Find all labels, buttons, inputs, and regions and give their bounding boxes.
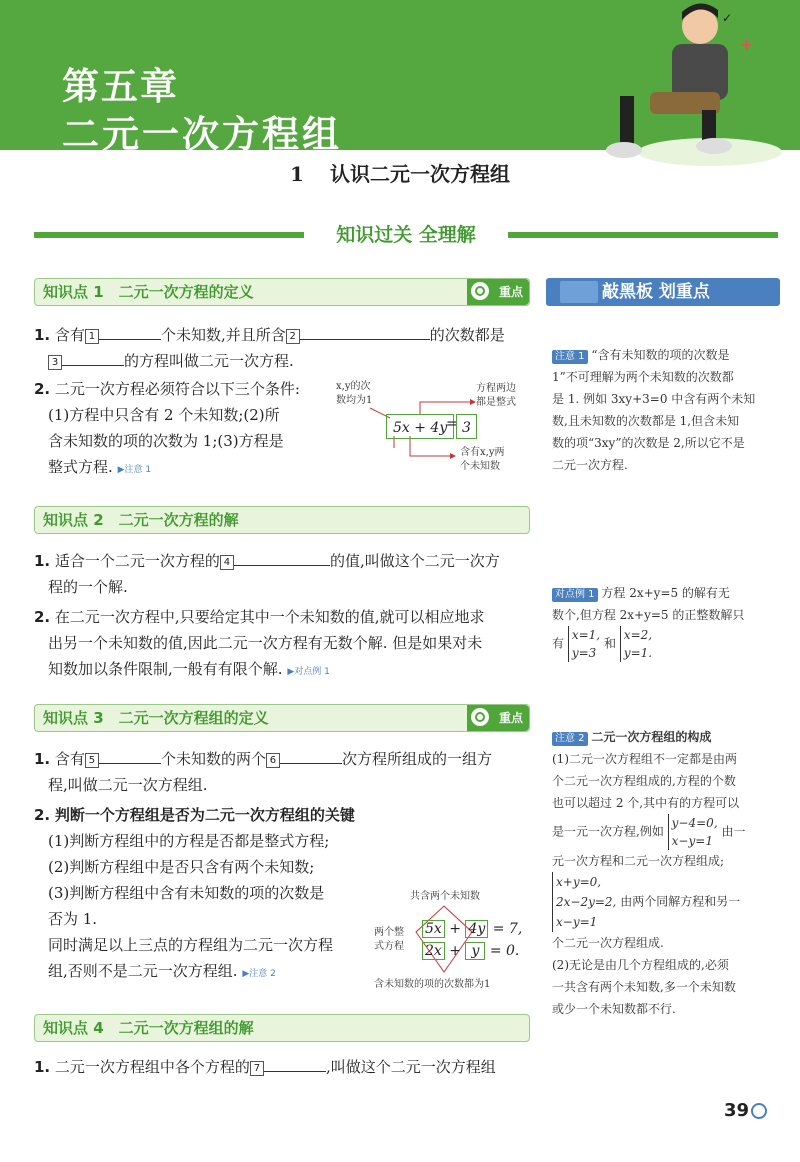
text: (2)无论是由几个方程组成的,必须 xyxy=(552,958,729,972)
text: 适合一个二元一次方程的 xyxy=(54,552,220,570)
text: (1)方程中只含有 2 个未知数;(2)所 xyxy=(48,406,280,424)
text: 1”不可理解为两个未知数的次数都 xyxy=(552,370,734,384)
text: 个未知数,并且所含 xyxy=(160,326,286,344)
kp2-item-2 xyxy=(34,604,534,685)
item-number: 2. xyxy=(34,806,51,824)
item-title: 判断一个方程组是否为二元一次方程组的关键 xyxy=(54,806,355,824)
text: 也可以超过 2 个,其中有的方程可以 xyxy=(552,796,740,810)
note-two-unknowns xyxy=(460,446,504,474)
note-reference-link[interactable]: ▶注意 2 xyxy=(242,969,276,979)
note-two-equations-line2: 式方程 xyxy=(374,941,404,952)
target-icon xyxy=(471,708,489,726)
blank-number-box: 1 xyxy=(85,329,99,344)
kp4-label: 知识点 4 二元一次方程组的解 xyxy=(43,1019,254,1037)
kp2-label: 知识点 2 二元一次方程的解 xyxy=(43,511,239,529)
kp3-item-2 xyxy=(34,802,374,987)
text: 次方程所组成的一组方 xyxy=(341,750,492,768)
answer-blank-1[interactable] xyxy=(99,323,161,340)
key-badge xyxy=(467,705,529,731)
equation: x+y=0, xyxy=(556,875,602,889)
note-degree xyxy=(336,380,372,408)
kp1-item-1 xyxy=(34,322,530,374)
lesson-title xyxy=(0,158,800,187)
term: 5x xyxy=(422,920,445,938)
student-illustration xyxy=(590,0,790,175)
blank-number-box: 5 xyxy=(85,753,99,768)
item-number: 2. xyxy=(34,380,51,398)
chapter-title: 二元一次方程组 xyxy=(62,113,342,156)
knowledge-point-3-header xyxy=(34,704,530,732)
blackboard-icon xyxy=(560,281,598,303)
text: 由两个同解方程和另一 xyxy=(620,894,741,909)
equation: y=1. xyxy=(623,646,653,660)
svg-text:✓: ✓ xyxy=(722,11,733,25)
text: 二元一次方程组中各个方程的 xyxy=(54,1058,250,1076)
answer-blank-6[interactable] xyxy=(280,747,342,764)
lesson-title-text: 认识二元一次方程组 xyxy=(329,162,510,186)
kp3-label: 知识点 3 二元一次方程组的定义 xyxy=(43,709,269,727)
equation: x=1, xyxy=(571,628,601,642)
text: 一共含有两个未知数,多一个未知数 xyxy=(552,980,736,994)
note-1 xyxy=(552,344,778,476)
term: 4y xyxy=(465,920,488,938)
answer-blank-2[interactable] xyxy=(300,323,430,340)
kp2-item-1 xyxy=(34,548,534,600)
text: (1)判断方程组中的方程是否都是整式方程; xyxy=(48,832,330,850)
blank-number-box: 3 xyxy=(48,355,62,370)
note-polynomial-line1: 方程两边 xyxy=(476,383,516,394)
equation-rhs-box xyxy=(456,414,477,439)
text: 的值,叫做这个二元一次方 xyxy=(329,552,500,570)
equation: x=2, xyxy=(623,628,653,642)
section-heading-text: 知识过关 全理解 xyxy=(336,224,476,246)
blank-number-box: 6 xyxy=(266,753,280,768)
lesson-number: 1 xyxy=(290,162,304,186)
text: 方程 2x+y=5 的解有无 xyxy=(601,586,730,600)
text: 整式方程. xyxy=(48,458,113,476)
text: 由一 xyxy=(721,824,746,839)
text: 的方程叫做二元一次方程. xyxy=(124,352,294,370)
item-number: 1. xyxy=(34,1058,51,1076)
note-two-equations-line1: 两个整 xyxy=(374,927,404,938)
equation-equals: = xyxy=(446,416,458,432)
note-chip: 注意 1 xyxy=(552,350,588,364)
equation: x−y=1 xyxy=(671,834,713,848)
knowledge-point-1-header xyxy=(34,278,530,306)
example-1 xyxy=(552,582,778,662)
answer-blank-7[interactable] xyxy=(264,1055,326,1072)
answer-blank-3[interactable] xyxy=(62,349,124,366)
text: 含有 xyxy=(54,326,85,344)
term: y xyxy=(465,942,485,960)
equation-rhs: = 7, xyxy=(492,921,523,937)
equation: 2x−2y=2, xyxy=(556,895,617,909)
operator: + xyxy=(449,943,461,959)
text: 含有 xyxy=(54,750,85,768)
example-chip: 对点例 1 xyxy=(552,588,598,602)
note-degree-line1: x,y的次 xyxy=(336,381,371,392)
note-2 xyxy=(552,726,780,1020)
term: 2x xyxy=(422,942,445,960)
text: 或少一个未知数都不行. xyxy=(552,1002,676,1016)
text: 同时满足以上三点的方程组为二元一次方程 xyxy=(48,936,334,954)
example-system-a xyxy=(668,814,718,850)
equation-rhs: = 0. xyxy=(489,943,520,959)
text: 是 1. 例如 3xy+3=0 中含有两个未知 xyxy=(552,392,756,406)
note-degree-one: 含未知数的项的次数都为1 xyxy=(374,979,491,990)
kp1-label: 知识点 1 二元一次方程的定义 xyxy=(43,283,254,301)
key-badge-text: 重点 xyxy=(498,711,523,725)
text: 知数加以条件限制,一般有有限个解. xyxy=(48,660,283,678)
blank-number-box: 7 xyxy=(250,1061,264,1076)
text: 二元一次方程必须符合以下三个条件: xyxy=(54,380,300,398)
kp1-item-2 xyxy=(34,376,354,483)
note-two-equations xyxy=(374,926,404,954)
text: 组,否则不是二元一次方程组. xyxy=(48,962,238,980)
note-degree-line2: 数均为1 xyxy=(336,395,373,406)
text: 个二元一次方程组成. xyxy=(552,936,664,950)
side-board-header xyxy=(546,278,780,306)
equation: y−4=0, xyxy=(671,816,718,830)
note-two-unknowns-line1: 含有x,y两 xyxy=(460,447,505,458)
text: “含有未知数的项的次数是 xyxy=(591,348,730,362)
solution-system-1 xyxy=(568,626,600,662)
solution-system-2 xyxy=(620,626,652,662)
text: 是一元一次方程,例如 xyxy=(552,824,664,839)
page-number xyxy=(724,1100,767,1121)
note-polynomial-line2: 都是整式 xyxy=(476,397,516,408)
example-reference-link[interactable]: ▶对点例 1 xyxy=(287,667,330,677)
note-reference-link[interactable]: ▶注意 1 xyxy=(117,465,152,475)
key-badge-text: 重点 xyxy=(498,285,523,299)
text: (3)判断方程组中含有未知数的项的次数是 xyxy=(48,884,325,902)
text: ,叫做这个二元一次方程组 xyxy=(325,1058,496,1076)
text: 含未知数的项的次数为 1;(3)方程是 xyxy=(48,432,284,450)
answer-blank-4[interactable] xyxy=(234,549,330,566)
kp3-item-1 xyxy=(34,746,534,798)
knowledge-point-4-header xyxy=(34,1014,530,1042)
equation-left: 5x + 4y xyxy=(393,420,448,436)
key-badge xyxy=(467,279,529,305)
text: 个二元一次方程组成的,方程的个数 xyxy=(552,774,736,788)
text: 个未知数的两个 xyxy=(160,750,266,768)
operator: + xyxy=(449,921,461,937)
side-board-title: 敲黑板 划重点 xyxy=(602,282,710,302)
example-system-b xyxy=(552,872,616,932)
blank-number-box: 4 xyxy=(220,555,234,570)
equation: y=3 xyxy=(571,646,597,660)
text: 的次数都是 xyxy=(429,326,505,344)
text: 二元一次方程. xyxy=(552,458,628,472)
kp3-diagram xyxy=(370,888,530,996)
text: 元一次方程和二元一次方程组成; xyxy=(552,854,725,868)
note-polynomial xyxy=(476,382,516,410)
kp4-item-1 xyxy=(34,1054,534,1080)
text: 在二元一次方程中,只要给定其中一个未知数的值,就可以相应地求 xyxy=(54,608,485,626)
knowledge-point-2-header xyxy=(34,506,530,534)
answer-blank-5[interactable] xyxy=(99,747,161,764)
svg-text:+: + xyxy=(740,35,754,54)
kp1-diagram xyxy=(330,378,530,478)
text: (1)二元一次方程组不一定都是由两 xyxy=(552,752,737,766)
compass-icon xyxy=(751,1103,767,1119)
equation-right: 3 xyxy=(462,420,471,436)
page-number-text: 39 xyxy=(724,1100,750,1121)
note-two-unknowns-line2: 个未知数 xyxy=(460,461,500,472)
text: 数的项“3xy”的次数是 2,所以它不是 xyxy=(552,436,745,450)
text: (2)判断方程组中是否只含有两个未知数; xyxy=(48,858,315,876)
item-number: 1. xyxy=(34,326,51,344)
item-number: 1. xyxy=(34,552,51,570)
section-heading xyxy=(34,222,778,244)
equation: x−y=1 xyxy=(556,915,598,929)
equation-system xyxy=(422,918,522,962)
equation-box xyxy=(386,414,454,439)
text: 出另一个未知数的值,因此二元一次方程有无数个解. 但是如果对未 xyxy=(48,634,483,652)
text: 和 xyxy=(603,636,616,651)
note-two-unknowns-total: 共含两个未知数 xyxy=(410,891,480,902)
chapter-banner xyxy=(0,0,800,156)
item-number: 2. xyxy=(34,608,51,626)
text: 程,叫做二元一次方程组. xyxy=(48,776,208,794)
chapter-number: 第五章 xyxy=(62,65,179,108)
item-number: 1. xyxy=(34,750,51,768)
text: 有 xyxy=(552,636,565,651)
note-chip: 注意 2 xyxy=(552,732,588,746)
target-icon xyxy=(471,282,489,300)
text: 程的一个解. xyxy=(48,578,128,596)
note-title: 二元一次方程组的构成 xyxy=(591,730,712,744)
text: 否为 1. xyxy=(48,910,98,928)
text: 数,且未知数的次数都是 1,但含未知 xyxy=(552,414,740,428)
blank-number-box: 2 xyxy=(286,329,300,344)
text: 数个,但方程 2x+y=5 的正整数解只 xyxy=(552,608,745,622)
